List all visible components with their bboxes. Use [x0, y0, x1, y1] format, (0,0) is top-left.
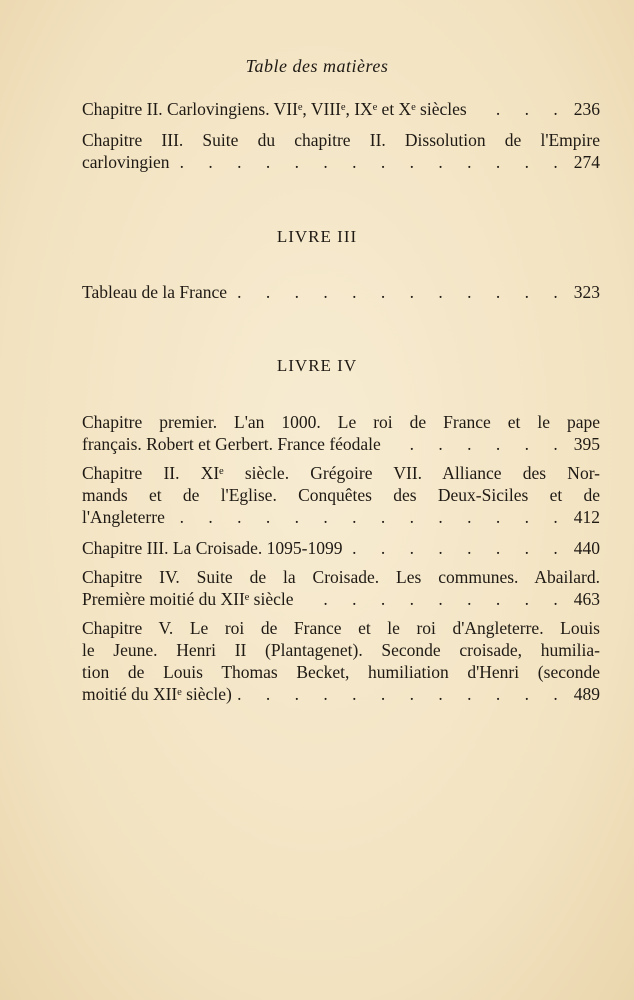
toc-entry-last-line: [82, 281, 600, 303]
toc-entry-text: Chapitre III. La Croisade. 1095-1099: [82, 538, 343, 558]
toc-entry-chapitre-5[interactable]: [82, 617, 600, 705]
running-head: Table des matières: [245, 56, 389, 76]
toc-entry-line: mands et de l'Eglise. Conquêtes des Deux-Siciles et de: [82, 485, 600, 505]
toc-entry-last-line: [82, 588, 600, 610]
toc-entry-last-line: [82, 683, 600, 705]
toc-entry-text: Première moitié du XIIᵉ siècle: [82, 589, 294, 609]
page-number: 440: [573, 538, 600, 558]
toc-entry-line: Chapitre II. XIᵉ siècle. Grégoire VII. Alliance des Nor-: [82, 463, 600, 483]
dot-leader: [300, 588, 568, 610]
page-number: 395: [573, 434, 600, 454]
page-number: 323: [573, 282, 600, 302]
dot-leader: [238, 683, 568, 705]
toc-entry-chapitre-premier[interactable]: [82, 411, 600, 455]
page-number: 463: [573, 589, 600, 609]
toc-entry-last-line: [82, 433, 600, 455]
dot-leader: [387, 433, 568, 455]
page-number: 489: [573, 684, 600, 704]
toc-entry-text: Chapitre II. Carlovingiens. VIIᵉ, VIIIᵉ, IXᵉ et Xᵉ siècles: [82, 99, 467, 119]
page-number: 412: [573, 507, 600, 527]
page-number: 236: [573, 99, 600, 119]
toc-entry-chapitre-4[interactable]: [82, 566, 600, 610]
toc-entry-text: carlovingien: [82, 152, 170, 172]
dot-leader: [348, 537, 567, 559]
toc-entry-line: Chapitre IV. Suite de la Croisade. Les communes. Abailard.: [82, 567, 600, 587]
dot-leader: [171, 506, 568, 528]
livre-4-heading: LIVRE IV: [276, 356, 358, 375]
toc-entry-chapitre-3[interactable]: [82, 129, 600, 173]
toc-entry-text: l'Angleterre: [82, 507, 165, 527]
toc-entry-line: tion de Louis Thomas Becket, humiliation d'Henri (seconde: [82, 662, 600, 682]
toc-entry-text: Tableau de la France: [82, 282, 228, 302]
toc-entry-tableau-de-la-france[interactable]: [82, 281, 600, 303]
dot-leader: [473, 98, 568, 120]
toc-entry-line: Chapitre V. Le roi de France et le roi d'Angleterre. Louis: [82, 618, 600, 638]
toc-entry-line: Chapitre III. Suite du chapitre II. Dissolution de l'Empire: [82, 130, 600, 150]
dot-leader: [233, 281, 568, 303]
toc-entry-last-line: [82, 151, 600, 173]
toc-entry-line: Chapitre premier. L'an 1000. Le roi de France et le pape: [82, 412, 600, 432]
page-number: 274: [573, 152, 600, 172]
toc-entry-text: moitié du XIIᵉ siècle): [82, 684, 232, 704]
dot-leader: [175, 151, 567, 173]
toc-entry-last-line: [82, 537, 600, 559]
toc-entry-chapitre-2[interactable]: [82, 98, 600, 120]
toc-entry-last-line: [82, 506, 600, 528]
livre-3-heading: LIVRE III: [276, 227, 358, 246]
toc-entry-line: le Jeune. Henri II (Plantagenet). Seconde croisade, humilia-: [82, 640, 600, 660]
toc-entry-last-line: [82, 98, 600, 120]
toc-entry-chapitre-2-livre-4[interactable]: [82, 462, 600, 528]
toc-entry-text: français. Robert et Gerbert. France féodale: [82, 434, 381, 454]
toc-entry-chapitre-3-livre-4[interactable]: [82, 537, 600, 559]
